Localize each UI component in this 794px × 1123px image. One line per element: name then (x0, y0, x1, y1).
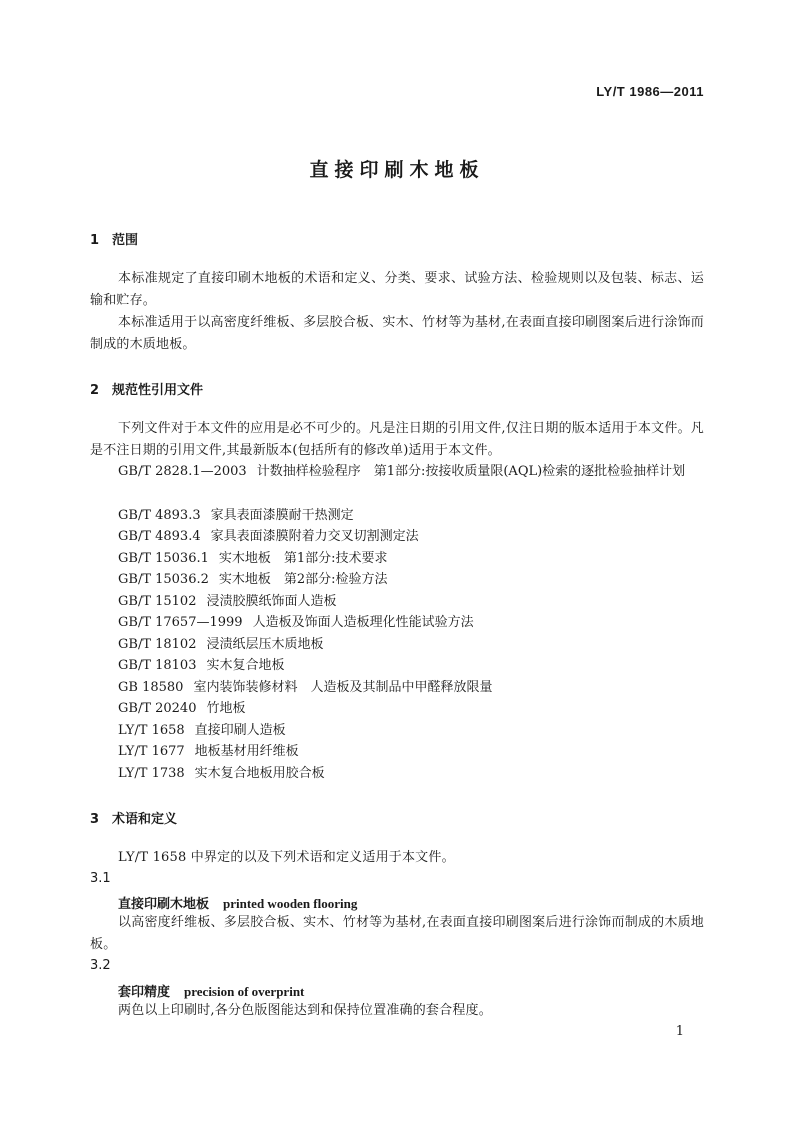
reference-code: GB/T 18102 (118, 637, 197, 652)
section-3-paragraph-1: LY/T 1658 中界定的以及下列术语和定义适用于本文件。 (118, 850, 455, 865)
reference-code: LY/T 1738 (118, 766, 185, 781)
section-title: 术语和定义 (112, 812, 178, 827)
section-1-heading (90, 229, 138, 248)
reference-title: 竹地板 (206, 701, 246, 716)
reference-item (118, 677, 492, 699)
reference-item (118, 763, 325, 785)
reference-title: 人造板及饰面人造板理化性能试验方法 (252, 615, 474, 630)
section-title: 范围 (112, 233, 139, 248)
reference-item (118, 612, 474, 634)
reference-title: 地板基材用纤维板 (194, 744, 299, 759)
page-number: 1 (675, 1024, 684, 1039)
term-english: precision of overprint (184, 984, 305, 999)
section-number: 3 (90, 812, 100, 827)
reference-title: 家具表面漆膜附着力交叉切割测定法 (210, 529, 419, 544)
section-number: 2 (90, 383, 100, 398)
section-title: 规范性引用文件 (112, 383, 204, 398)
term-definition: 以高密度纤维板、多层胶合板、实木、竹材等为基材,在表面直接印刷图案后进行涂饰而制成的木质地板。 (90, 915, 704, 952)
reference-title: 室内装饰装修材料 人造板及其制品中甲醛释放限量 (193, 680, 493, 695)
reference-title: 实木复合地板 (206, 658, 285, 673)
page-title: 直接印刷木地板 (309, 159, 485, 181)
reference-item (118, 698, 246, 720)
reference-code: GB/T 15102 (118, 594, 197, 609)
reference-item (118, 569, 388, 591)
reference-code: GB/T 15036.2 (118, 572, 209, 587)
reference-code: GB/T 17657—1999 (118, 615, 243, 630)
reference-item (118, 634, 324, 656)
reference-item (118, 655, 285, 677)
reference-code: GB/T 15036.1 (118, 551, 209, 566)
reference-code: GB/T 4893.3 (118, 508, 201, 523)
reference-item (118, 548, 388, 570)
reference-code: GB/T 2828.1—2003 (118, 464, 247, 479)
reference-title: 实木地板 第2部分:检验方法 (218, 572, 388, 587)
reference-title: 浸渍胶膜纸饰面人造板 (206, 594, 337, 609)
section-number: 1 (90, 233, 100, 248)
reference-title: 家具表面漆膜耐干热测定 (210, 508, 354, 523)
reference-title: 浸渍纸层压木质地板 (206, 637, 324, 652)
reference-item (118, 505, 354, 527)
reference-item (118, 741, 299, 763)
term-heading (118, 981, 304, 1000)
reference-item (118, 591, 337, 613)
reference-code: GB/T 20240 (118, 701, 197, 716)
reference-code: GB/T 4893.4 (118, 529, 201, 544)
reference-item (118, 720, 286, 742)
reference-title: 实木复合地板用胶合板 (194, 766, 325, 781)
term-number: 3.1 (90, 871, 111, 886)
term-number: 3.2 (90, 958, 111, 973)
section-1-paragraph-1: 本标准规定了直接印刷木地板的术语和定义、分类、要求、试验方法、检验规则以及包装、标志、运输和贮存。 (90, 271, 704, 308)
term-heading (118, 893, 357, 912)
section-1-paragraph-2: 本标准适用于以高密度纤维板、多层胶合板、实木、竹材等为基材,在表面直接印刷图案后进行涂饰而制成的木质地板。 (90, 315, 704, 352)
reference-title: 计数抽样检验程序 第1部分:按接收质量限(AQL)检索的逐批检验抽样计划 (256, 464, 686, 479)
standard-code: LY/T 1986—2011 (596, 84, 704, 99)
term-definition: 两色以上印刷时,各分色版图能达到和保持位置准确的套合程度。 (118, 1003, 492, 1018)
reference-code: GB/T 18103 (118, 658, 197, 673)
reference-code: LY/T 1677 (118, 744, 185, 759)
reference-code: GB 18580 (118, 680, 184, 695)
reference-item (90, 461, 704, 483)
reference-title: 实木地板 第1部分:技术要求 (218, 551, 388, 566)
term-english: printed wooden flooring (223, 896, 358, 911)
section-3-heading (90, 808, 177, 827)
section-2-heading (90, 379, 203, 398)
reference-code: LY/T 1658 (118, 723, 185, 738)
reference-item (118, 526, 419, 548)
term-chinese: 直接印刷木地板 (118, 897, 210, 912)
term-chinese: 套印精度 (118, 985, 171, 1000)
section-2-paragraph-1: 下列文件对于本文件的应用是必不可少的。凡是注日期的引用文件,仅注日期的版本适用于本文件。凡是不注日期的引用文件,其最新版本(包括所有的修改单)适用于本文件。 (90, 421, 704, 458)
reference-title: 直接印刷人造板 (194, 723, 286, 738)
